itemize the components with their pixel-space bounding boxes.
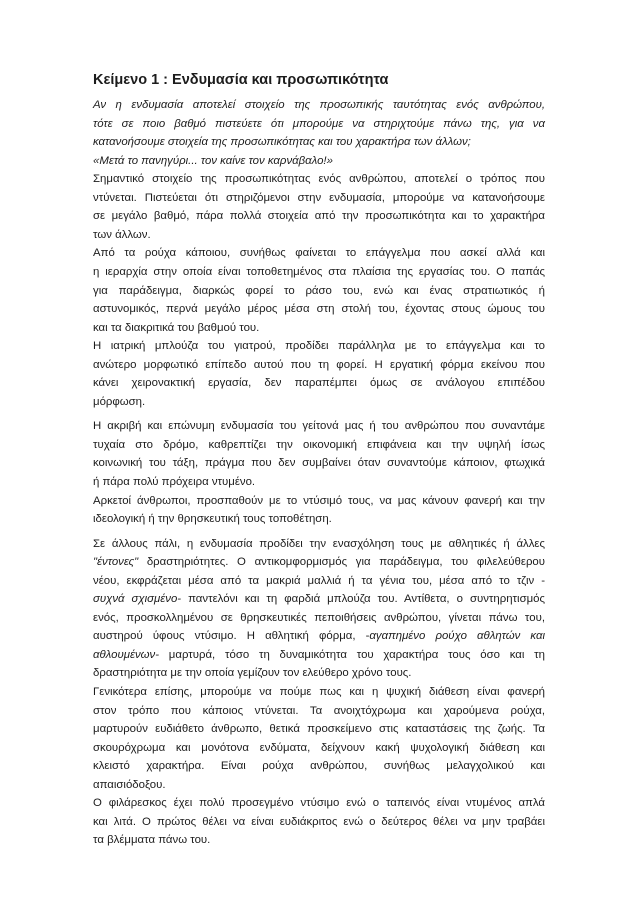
- text-line: [93, 193, 545, 204]
- text-segment: Αρκετοί άνθρωποι, προσπαθούν με το ντύσιμό τους, να μας κάνουν φανερή και την: [93, 495, 545, 507]
- text-line: [93, 248, 545, 259]
- text-segment: μόρφωση.: [93, 396, 146, 408]
- text-segment: αστυνομικός, περνά μεγάλο μέρος μέσα στη στολή του, έχοντας στους ώμους του: [93, 303, 545, 315]
- text-line: [93, 514, 545, 525]
- text-line: [93, 761, 545, 772]
- text-line: [93, 650, 545, 661]
- text-segment: για παράδειγμα, διαρκώς φορεί το ράσο του, ενώ και ένας στρατιωτικός ή: [93, 285, 545, 297]
- text-line: [93, 798, 545, 809]
- text-segment: των άλλων.: [93, 229, 151, 241]
- text-line: [93, 594, 545, 605]
- text-line: [93, 668, 545, 679]
- italic-text: Αν η ενδυμασία αποτελεί στοιχείο της προσωπικής ταυτότητας ενός ανθρώπου,: [93, 99, 545, 111]
- text-segment: Σε άλλους πάλι, η ενδυμασία προδίδει την ενασχόληση τους με αθλητικές ή άλλες: [93, 538, 545, 550]
- text-line: [93, 267, 545, 278]
- text-segment: τα βλέμματα πάνω του.: [93, 834, 211, 846]
- text-segment: μαρτυρά, τόσο τη δυναμικότητα του χαρακτήρα τους όσο και τη: [159, 649, 545, 661]
- text-line: [93, 360, 545, 371]
- text-segment: ανώτερο μορφωτικό επίπεδο αυτού που τη φορεί. Η εργατική φόρμα εκείνου που: [93, 359, 545, 371]
- text-segment: η ιεραρχία στην οποία είναι τοποθετημένος στα πλαίσια της εργασίας του. Ο παπάς: [93, 266, 545, 278]
- italic-text: κατανοήσουμε στοιχεία της προσωπικότητας και του χαρακτήρα των άλλων;: [93, 136, 471, 148]
- italic-text: «Μετά το πανηγύρι... τον καίνε τον καρνάβαλο!»: [93, 155, 333, 167]
- text-segment: κάνει χειρονακτική εργασία, δεν παραπέμπει όμως σε ανάλογου επιπέδου: [93, 377, 545, 389]
- text-line: [93, 174, 545, 185]
- text-line: [93, 539, 545, 550]
- text-line: [93, 211, 545, 222]
- text-line: [93, 137, 545, 148]
- text-segment: παντελόνι και τη φαρδιά μπλούζα του. Αντίθετα, ο συντηρητισμός: [181, 593, 545, 605]
- text-segment: και τα διακριτικά του βαθμού του.: [93, 322, 260, 334]
- text-segment: σκουρόχρωμα και μονότονα ενδύματα, δείχνουν κακή ψυχολογική διάθεση και: [93, 742, 545, 754]
- text-segment: κοινωνική του τάξη, πράγμα που δεν συμβαίνει όταν συναντούμε κάποιον, φτωχικά: [93, 457, 545, 469]
- text-segment: τυχαία στο δρόμο, καθρεπτίζει την οικονομική επιφάνεια και την υψηλή ίσως: [93, 439, 545, 451]
- italic-text: "έντονες": [93, 556, 139, 568]
- text-segment: ιδεολογική ή την θρησκευτική τους τοποθέτηση.: [93, 513, 332, 525]
- text-line: [93, 230, 545, 241]
- text-line: [93, 421, 545, 432]
- text-line: [93, 477, 545, 488]
- text-segment: Από τα ρούχα κάποιου, συνήθως φαίνεται το επάγγελμα που ασκεί αλλά και: [93, 247, 545, 259]
- text-segment: μαρτυρούν ευδιάθετο άνθρωπο, θετικά προσκείμενο στις καταστάσεις της ζωής. Τα: [93, 723, 545, 735]
- italic-text: αγαπημένο ρούχο αθλητών και: [369, 630, 545, 642]
- text-segment: δραστηριότητες. Ο αντικομφορμισμός για παράδειγμα, του φιλελεύθερου: [138, 556, 545, 568]
- text-line: [93, 706, 545, 717]
- text-line: [93, 780, 545, 791]
- italic-text: συχνά σχισμένο-: [93, 593, 182, 605]
- text-line: [93, 687, 545, 698]
- text-segment: απαισιόδοξου.: [93, 779, 166, 791]
- text-line: [93, 100, 545, 111]
- document-title: Κείμενο 1 : Ενδυμασία και προσωπικότητα: [93, 72, 389, 88]
- text-line: [93, 378, 545, 389]
- text-segment: Γενικότερα επίσης, μπορούμε να πούμε πως και η ψυχική διάθεση είναι φανερή: [93, 686, 545, 698]
- text-segment: ή πάρα πολύ πρόχειρα ντυμένο.: [93, 476, 256, 488]
- text-line: [93, 458, 545, 469]
- text-line: [93, 323, 545, 334]
- text-segment: Σημαντικό στοιχείο της προσωπικότητας ενός ανθρώπου, αποτελεί ο τρόπος που: [93, 173, 545, 185]
- text-segment: Ο φιλάρεσκος έχει πολύ προσεγμένο ντύσιμο ενώ ο ταπεινός είναι ντυμένος απλά: [93, 797, 545, 809]
- text-line: [93, 631, 545, 642]
- text-line: [93, 576, 545, 587]
- text-segment: κλειστό χαρακτήρα. Είναι ρούχα ανθρώπου, συνήθως μελαγχολικού και: [93, 760, 545, 772]
- text-segment: Η ακριβή και επώνυμη ενδυμασία του γείτονά μας ή του ανθρώπου που συναντάμε: [93, 420, 545, 432]
- text-line: [93, 743, 545, 754]
- text-segment: αυστηρού ύφους ντύσιμο. Η αθλητική φόρμα, -: [93, 630, 370, 642]
- text-line: [93, 156, 545, 167]
- text-line: [93, 119, 545, 130]
- italic-text: αθλουμένων-: [93, 649, 160, 661]
- text-line: [93, 286, 545, 297]
- text-segment: Η ιατρική μπλούζα του γιατρού, προδίδει παράλληλα με το επάγγελμα και το: [93, 340, 545, 352]
- text-line: [93, 557, 545, 568]
- text-segment: ενός, προσκολλημένου σε θρησκευτικές πεποιθήσεις ανθρώπου, γίνεται πάνω του,: [93, 612, 545, 624]
- text-segment: δραστηριότητα με την οποία γεμίζουν τον ελεύθερο χρόνο τους.: [93, 667, 412, 679]
- text-line: [93, 341, 545, 352]
- italic-text: τότε σε ποιο βαθμό πιστεύετε ότι μπορούμε να στηριχτούμε πάνω της, για να: [93, 118, 545, 130]
- text-line: [93, 835, 545, 846]
- text-segment: νέου, εκφράζεται μέσα από τα μακριά μαλλιά ή τα γένια του, μέσα από το τζιν -: [93, 575, 545, 587]
- text-line: [93, 724, 545, 735]
- text-segment: και λιτά. Ο πρώτος θέλει να είναι ευδιάκριτος ενώ ο δεύτερος θέλει να μην τραβάει: [93, 816, 545, 828]
- text-line: [93, 397, 545, 408]
- text-line: [93, 817, 545, 828]
- text-line: [93, 440, 545, 451]
- text-line: [93, 613, 545, 624]
- text-line: [93, 304, 545, 315]
- text-line: [93, 496, 545, 507]
- text-segment: ντύνεται. Πιστεύεται ότι στηριζόμενοι στην ενδυμασία, μπορούμε να κατανοήσουμε: [93, 192, 545, 204]
- text-segment: στον τρόπο που κάποιος ντύνεται. Τα ανοιχτόχρωμα και χαρούμενα ρούχα,: [93, 705, 545, 717]
- text-segment: σε μεγάλο βαθμό, πάρα πολλά στοιχεία από την προσωπικότητα και το χαρακτήρα: [93, 210, 545, 222]
